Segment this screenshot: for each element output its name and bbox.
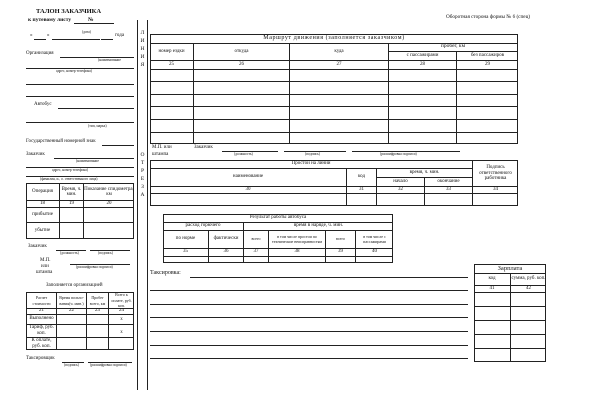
number-sign: № (88, 17, 94, 23)
idle-header-name: наименование (232, 174, 264, 180)
mp-stamp: штампа (36, 270, 53, 275)
route-data-row (150, 81, 518, 82)
route-header-with-passengers: с пассажирами (406, 52, 439, 58)
route-table-title: Маршрут движения (заполняется заказчиком) (263, 34, 405, 41)
salary-data-row (474, 320, 546, 321)
date-year-suffix: года (115, 33, 125, 38)
date-close-quote: » (47, 33, 50, 38)
ops-col-number: 20 (106, 200, 112, 206)
vertical-line-letter: Я (140, 62, 145, 68)
taxation-label: Таксировка: (150, 270, 181, 276)
route-data-row (150, 132, 518, 133)
taxation-label-left: Таксировщик (26, 356, 55, 361)
results-table-title: Результат работы автобуса (249, 215, 307, 221)
reverse-side-note: Оборотная сторона формы № 6 (спец) (446, 14, 531, 20)
date-open-quote: « (30, 33, 33, 38)
customer2-sign-hint: (подпись) (98, 251, 113, 255)
route-data-row (150, 94, 518, 95)
salary-data-row (474, 334, 546, 335)
salary-header-sum: сумма, руб. коп. (511, 276, 546, 282)
results-header-total2: всего (335, 236, 345, 242)
idle-col-number: 30 (245, 186, 251, 192)
idle-col-number: 33 (446, 186, 451, 192)
mp-or: или (41, 264, 49, 269)
cut-line-right (147, 20, 148, 390)
idle-col-number: 32 (398, 186, 403, 192)
results-header-total: всего (251, 236, 261, 242)
date-month-line (52, 39, 100, 40)
route-col-number: 29 (485, 61, 490, 67)
ops-col-number: 18 (40, 200, 45, 206)
vertical-line-letter: И (140, 38, 145, 44)
cut-line-left (137, 20, 138, 390)
customer-hint2: адрес, номер телефона) (52, 168, 88, 172)
results-header-fuel: расход горючего (185, 223, 221, 229)
idle-col-number: 31 (359, 186, 364, 192)
results-header-time: время в наряде, ч. мин. (293, 223, 344, 229)
calc-col-number: 21 (39, 308, 44, 314)
route-header-without-passengers: без пассажиров (470, 52, 505, 58)
vertical-otrez-letter: З (141, 184, 144, 190)
plate-line (102, 145, 134, 146)
idle-header-code: код (357, 174, 366, 180)
route-header-mileage: пробег, км (440, 43, 466, 50)
idle-number-divider (150, 193, 518, 194)
taxation-decode-hint: (расшифровка подписи) (90, 363, 127, 367)
calc-col-number: 22 (69, 308, 74, 314)
taxation-line (190, 277, 468, 278)
vertical-otrez-letter: Е (140, 176, 145, 182)
results-header-actual: фактически (213, 236, 239, 242)
customer2-label: Заказчик (28, 244, 47, 249)
taxation-line (150, 290, 468, 291)
route-col-number: 25 (169, 61, 174, 67)
vertical-otrez-letter: А (140, 192, 145, 198)
form-title: ТАЛОН ЗАКАЗЧИКА (36, 8, 102, 15)
calc-row-done: Выполнено (29, 316, 54, 322)
org-hint: (наименование (98, 58, 121, 62)
results-col-number: 36 (223, 249, 229, 255)
idle-header-end: окончание (437, 178, 460, 184)
idle-table-title: Простои на линии (291, 161, 331, 167)
vertical-line-letter: И (140, 54, 145, 60)
bus-label: Автобус (34, 102, 52, 107)
org-hint2: адрес, номер телефона) (56, 69, 92, 73)
mp-block-customer: Заказчик (194, 145, 213, 150)
route-header-trip-number: номер ездки (158, 48, 185, 54)
salary-table-title: Зарплата (497, 264, 523, 272)
calc-x-mark: x (120, 317, 123, 323)
date-hint: (дата) (82, 30, 91, 34)
ops-header-operation: Операция (32, 189, 53, 195)
vertical-line-letter: Н (140, 46, 145, 52)
org-line-3 (26, 84, 134, 85)
form-subtitle: к путевому листу (28, 17, 72, 23)
route-data-row (150, 119, 518, 120)
route-col-number: 27 (336, 61, 342, 67)
results-header-with-passengers: в том числе с пассажирами (363, 233, 386, 244)
customer2-pos-hint: (должность) (60, 251, 79, 255)
org-label: Организация (26, 51, 54, 56)
taxation-line (150, 317, 468, 318)
results-col-number: 38 (294, 249, 300, 255)
results-header-tech-idle: в том числе простои по технические неисправностям (272, 233, 322, 244)
ops-col-number: 19 (69, 200, 74, 206)
results-col-number: 40 (372, 249, 377, 255)
mp-block-decode-hint: (расшифровка подписи) (380, 152, 417, 156)
calc-row-tariff: Тариф, руб. коп. (29, 325, 54, 336)
ops-row-arrival: прибытие (32, 211, 53, 217)
date-year-line (101, 39, 113, 40)
plate-label: Государственный номерной знак (26, 139, 96, 144)
mp-label: М.П. (40, 258, 51, 263)
calc-header-usage-time: Время пользо-вания(ч. мин.) (59, 295, 84, 306)
bus-line (58, 108, 134, 109)
org-line-4 (26, 96, 134, 97)
number-line (94, 23, 114, 24)
taxation-sign-hint: (подпись) (64, 363, 79, 367)
route-col-number: 26 (239, 61, 244, 67)
taxation-line (150, 331, 468, 332)
salary-col-number: 42 (526, 285, 531, 291)
customer-label: Заказчик (26, 152, 45, 157)
mp-block-sign-hint: (подпись) (305, 152, 320, 156)
calc-header-total: Всего к оплате, руб. коп. (111, 293, 132, 308)
salary-data-row (474, 348, 546, 349)
idle-header-start: начало (393, 178, 408, 184)
taxation-line (150, 358, 468, 359)
vertical-otrez-letter: О (140, 152, 145, 158)
route-number-divider (150, 69, 518, 70)
calc-col-number: 24 (119, 308, 124, 314)
filled-by-org: Заполняется организацией (46, 283, 103, 288)
mp-decode-hint: (расшифровка подписи) (76, 265, 113, 269)
calc-header-mileage: Пробег всего, км (89, 295, 106, 306)
results-col-number: 35 (183, 249, 188, 255)
salary-header-code: код (488, 276, 496, 282)
calc-row-payable: К оплате, руб. коп. (31, 338, 52, 349)
route-col-number: 28 (420, 61, 425, 67)
bus-line-2 (26, 122, 134, 123)
results-header-norm: по норме (175, 236, 196, 242)
date-day-line (34, 39, 46, 40)
taxation-line (150, 304, 468, 305)
ops-header-time: Время, ч. мин. (61, 186, 82, 197)
bus-hint: (тип, марка) (88, 124, 107, 128)
ops-row-departure: убытие (34, 227, 51, 233)
mp-block-stamp: штампа (152, 152, 169, 157)
vertical-otrez-letter: Т (140, 160, 145, 166)
vertical-line-letter: Л (140, 30, 145, 36)
mp-block-pos-hint: (должность) (234, 152, 253, 156)
calc-col-number: 23 (95, 308, 100, 314)
ops-header-speedometer: Показание спидометра, км (84, 186, 134, 197)
customer-hint: (наименование (76, 159, 99, 163)
route-header-from: откуда (234, 48, 249, 54)
idle-header-signature: Подпись ответственного работника (479, 165, 512, 182)
taxation-line (150, 345, 468, 346)
salary-col-number: 41 (489, 285, 495, 291)
idle-header-time: время, ч. мин. (409, 169, 440, 175)
route-data-row (150, 106, 518, 107)
customer-hint3: (фамилия, и., о. ответственного лица) (40, 177, 98, 181)
salary-data-row (474, 306, 546, 307)
results-number-divider (163, 256, 393, 257)
route-header-to: куда (334, 48, 344, 54)
org-line-1 (60, 57, 134, 58)
idle-col-number: 34 (493, 186, 498, 192)
results-col-number: 37 (253, 249, 259, 255)
results-col-number: 39 (338, 249, 343, 255)
mp-block-mp: М.П. или (152, 145, 172, 150)
calc-x-mark: x (120, 330, 123, 336)
calc-header-cost: Расчет стоимости (32, 295, 51, 306)
vertical-otrez-letter: Р (140, 168, 145, 174)
